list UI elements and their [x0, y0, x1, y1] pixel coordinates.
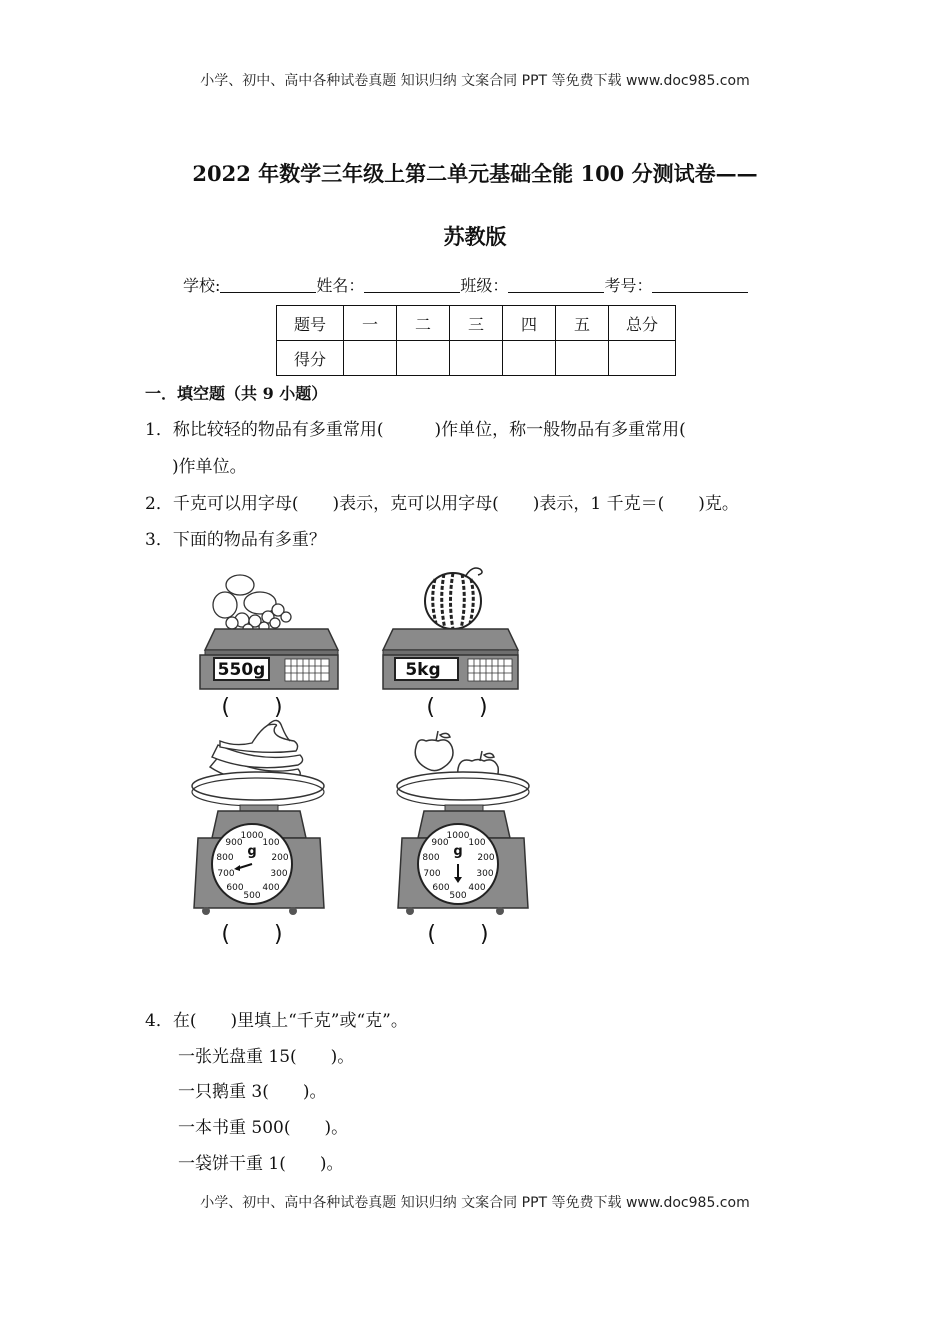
- section-heading: 一．填空题（共 9 小题）: [145, 384, 328, 403]
- score-row-label: 得分: [277, 341, 344, 376]
- answer-paren-4: ( ): [427, 922, 489, 947]
- q4-item: 一袋饼干重 1( )。: [178, 1154, 344, 1174]
- question-1-line1: 1．称比较轻的物品有多重常用( )作单位，称一般物品有多重常用(: [145, 420, 686, 440]
- dial-label: 400: [468, 883, 486, 893]
- question-4: 4．在( )里填上“千克”或“克”。: [145, 1011, 408, 1031]
- class-label: 班级：: [460, 276, 509, 295]
- score-cell[interactable]: [556, 341, 609, 376]
- page-footer: 小学、初中、高中各种试卷真题 知识归纳 文案合同 PPT 等免费下载 www.doc985.com: [200, 1195, 750, 1211]
- dial-label: 800: [216, 853, 234, 863]
- q4-item: 一只鹅重 3( )。: [178, 1082, 327, 1102]
- student-info-row: [183, 273, 748, 296]
- exam-title-line2: 苏教版: [443, 224, 507, 249]
- score-cell[interactable]: [503, 341, 556, 376]
- dial-label: 300: [476, 869, 494, 879]
- dial-label: 900: [225, 838, 243, 848]
- dial-label: 700: [423, 869, 441, 879]
- dial-label: 200: [477, 853, 495, 863]
- answer-paren-1: ( ): [221, 695, 283, 720]
- dial-label: 1000: [240, 831, 264, 841]
- number-blank[interactable]: [652, 276, 748, 293]
- dial-label: 900: [431, 838, 449, 848]
- dial-label: 700: [217, 869, 235, 879]
- score-header-cell: 题号: [277, 306, 344, 341]
- dial-label: 400: [262, 883, 280, 893]
- scale1-display: 550g: [217, 660, 266, 680]
- score-header-cell: 二: [397, 306, 450, 341]
- digital-scale-1: [200, 629, 338, 689]
- dial-label: 1000: [446, 831, 470, 841]
- score-header-cell: 四: [503, 306, 556, 341]
- answer-paren-2: ( ): [426, 695, 488, 720]
- score-header-cell: 五: [556, 306, 609, 341]
- score-cell[interactable]: [344, 341, 397, 376]
- grapes-icon: [213, 575, 291, 634]
- class-blank[interactable]: [508, 276, 604, 293]
- dial-label: 800: [422, 853, 440, 863]
- page-header: 小学、初中、高中各种试卷真题 知识归纳 文案合同 PPT 等免费下载 www.doc985.com: [200, 73, 750, 89]
- dial-label: 600: [226, 883, 244, 893]
- dial-2-unit: g: [453, 844, 463, 859]
- dial-label: 100: [468, 838, 486, 848]
- score-cell[interactable]: [397, 341, 450, 376]
- school-label: 学校:: [183, 276, 221, 295]
- score-row: [277, 341, 676, 376]
- score-table: [276, 305, 676, 376]
- dial-label: 300: [270, 869, 288, 879]
- score-header-cell: 一: [344, 306, 397, 341]
- score-header-cell: 总分: [609, 306, 676, 341]
- dial-label: 500: [449, 891, 467, 901]
- dial-label: 500: [243, 891, 261, 901]
- question-3: 3．下面的物品有多重？: [145, 530, 326, 550]
- score-header-cell: 三: [450, 306, 503, 341]
- name-label: 姓名：: [316, 276, 365, 295]
- scale2-display: 5kg: [405, 660, 441, 680]
- school-blank[interactable]: [220, 276, 316, 293]
- q4-item: 一本书重 500( )。: [178, 1118, 349, 1138]
- dial-1-unit: g: [247, 844, 257, 859]
- dial-label: 600: [432, 883, 450, 893]
- score-header-row: [277, 306, 676, 341]
- keypad-icon: [285, 659, 329, 681]
- keypad-icon: [468, 659, 512, 681]
- digital-scale-2: [383, 629, 518, 689]
- name-blank[interactable]: [364, 276, 460, 293]
- scales-illustration: [180, 555, 560, 955]
- q4-item: 一张光盘重 15( )。: [178, 1047, 355, 1067]
- question-1-line2: )作单位。: [172, 457, 247, 477]
- dial-label: 200: [271, 853, 289, 863]
- score-cell[interactable]: [609, 341, 676, 376]
- answer-paren-3: ( ): [221, 922, 283, 947]
- dial-label: 100: [262, 838, 280, 848]
- question-2: 2．千克可以用字母( )表示，克可以用字母( )表示，1 千克＝( )克。: [145, 494, 739, 514]
- watermelon-icon: [425, 568, 482, 629]
- exam-title-line1: 2022 年数学三年级上第二单元基础全能 100 分测试卷——: [192, 161, 758, 186]
- score-cell[interactable]: [450, 341, 503, 376]
- number-label: 考号：: [604, 276, 653, 295]
